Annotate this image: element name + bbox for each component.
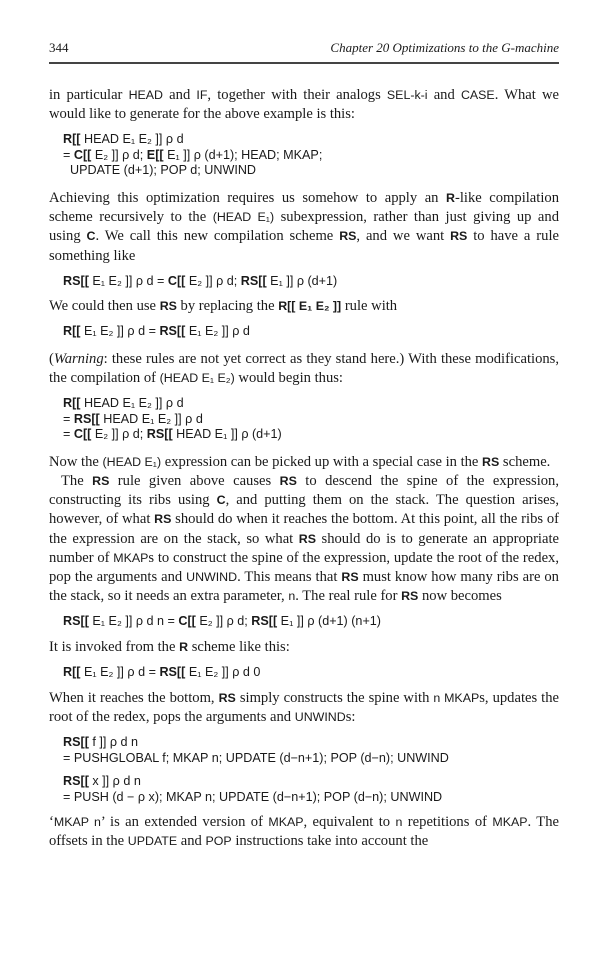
code-block-3: R[[ E₁ E₂ ]] ρ d = RS[[ E₁ E₂ ]] ρ d (63, 324, 250, 339)
code-block-1: R[[ HEAD E₁ E₂ ]] ρ d = C[[ E₂ ]] ρ d; E[[ E₁ ]] ρ (d+1); HEAD; MKAP; UPDATE (d+1); POP d; UNWIND (63, 132, 323, 178)
paragraph-7: It is invoked from the R scheme like this: (49, 638, 290, 655)
paragraph-2: Achieving this optimization requires us somehow to apply an R-like compilation scheme recursively to the (HEAD E₁) subexpression, rather than just giving up and using C. We call this new compilation scheme RS, and we want RS to have a rule something like (49, 189, 559, 264)
paragraph-9: ‘MKAP n’ is an extended version of MKAP, equivalent to n repetitions of MKAP. The offsets in the UPDATE and POP instructions take into account the (49, 814, 559, 850)
code-block-7: RS[[ f ]] ρ d n = PUSHGLOBAL f; MKAP n; UPDATE (d−n+1); POP (d−n); UNWIND (63, 735, 449, 765)
paragraph-5: Now the (HEAD E₁) expression can be picked up with a special case in the RS scheme. (49, 453, 551, 470)
paragraph-3: We could then use RS by replacing the R[[ E₁ E₂ ]] rule with (49, 298, 398, 315)
running-header (49, 40, 559, 64)
paragraph-6: The RS rule given above causes RS to descend the spine of the expression, constructing its ribs using C, and putting them on the stack. The question arises, however, of what RS should do when it reaches the bottom. At this point, all the ribs of the expression are on the stack, so what RS should do is to generate an appropriate number of MKAPs to construct the spine of the expression, update the root of the redex, pop the arguments and UNWIND. This means that RS must know how many ribs are on the stack, so it needs an extra parameter, n. The real rule for RS now becomes (49, 473, 559, 605)
code-block-8: RS[[ x ]] ρ d n = PUSH (d − ρ x); MKAP n; UPDATE (d−n+1); POP (d−n); UNWIND (63, 774, 443, 804)
paragraph-8: When it reaches the bottom, RS simply constructs the spine with n MKAPs, updates the root of the redex, pops the arguments and UNWINDs: (49, 689, 559, 725)
code-block-4: R[[ HEAD E₁ E₂ ]] ρ d = RS[[ HEAD E₁ E₂ ]] ρ d = C[[ E₂ ]] ρ d; RS[[ HEAD E₁ ]] ρ (d+1) (63, 396, 282, 442)
book-page (49, 40, 559, 851)
paragraph-1: in particular HEAD and IF, together with their analogs SEL-k-i and CASE. What we would like to generate for the above example is this: (49, 87, 559, 123)
code-block-2: RS[[ E₁ E₂ ]] ρ d = C[[ E₂ ]] ρ d; RS[[ E₁ ]] ρ (d+1) (63, 273, 338, 288)
code-block-5: RS[[ E₁ E₂ ]] ρ d n = C[[ E₂ ]] ρ d; RS[[ E₁ ]] ρ (d+1) (n+1) (63, 614, 381, 629)
code-block-6: R[[ E₁ E₂ ]] ρ d = RS[[ E₁ E₂ ]] ρ d 0 (63, 665, 261, 680)
paragraph-4: (Warning: these rules are not yet correct as they stand here.) With these modifications, the compilation of (HEAD E₁ E₂) would begin thus: (49, 350, 559, 387)
page-number: 344 (49, 40, 69, 55)
chapter-title: Chapter 20 Optimizations to the G-machine (330, 40, 559, 55)
